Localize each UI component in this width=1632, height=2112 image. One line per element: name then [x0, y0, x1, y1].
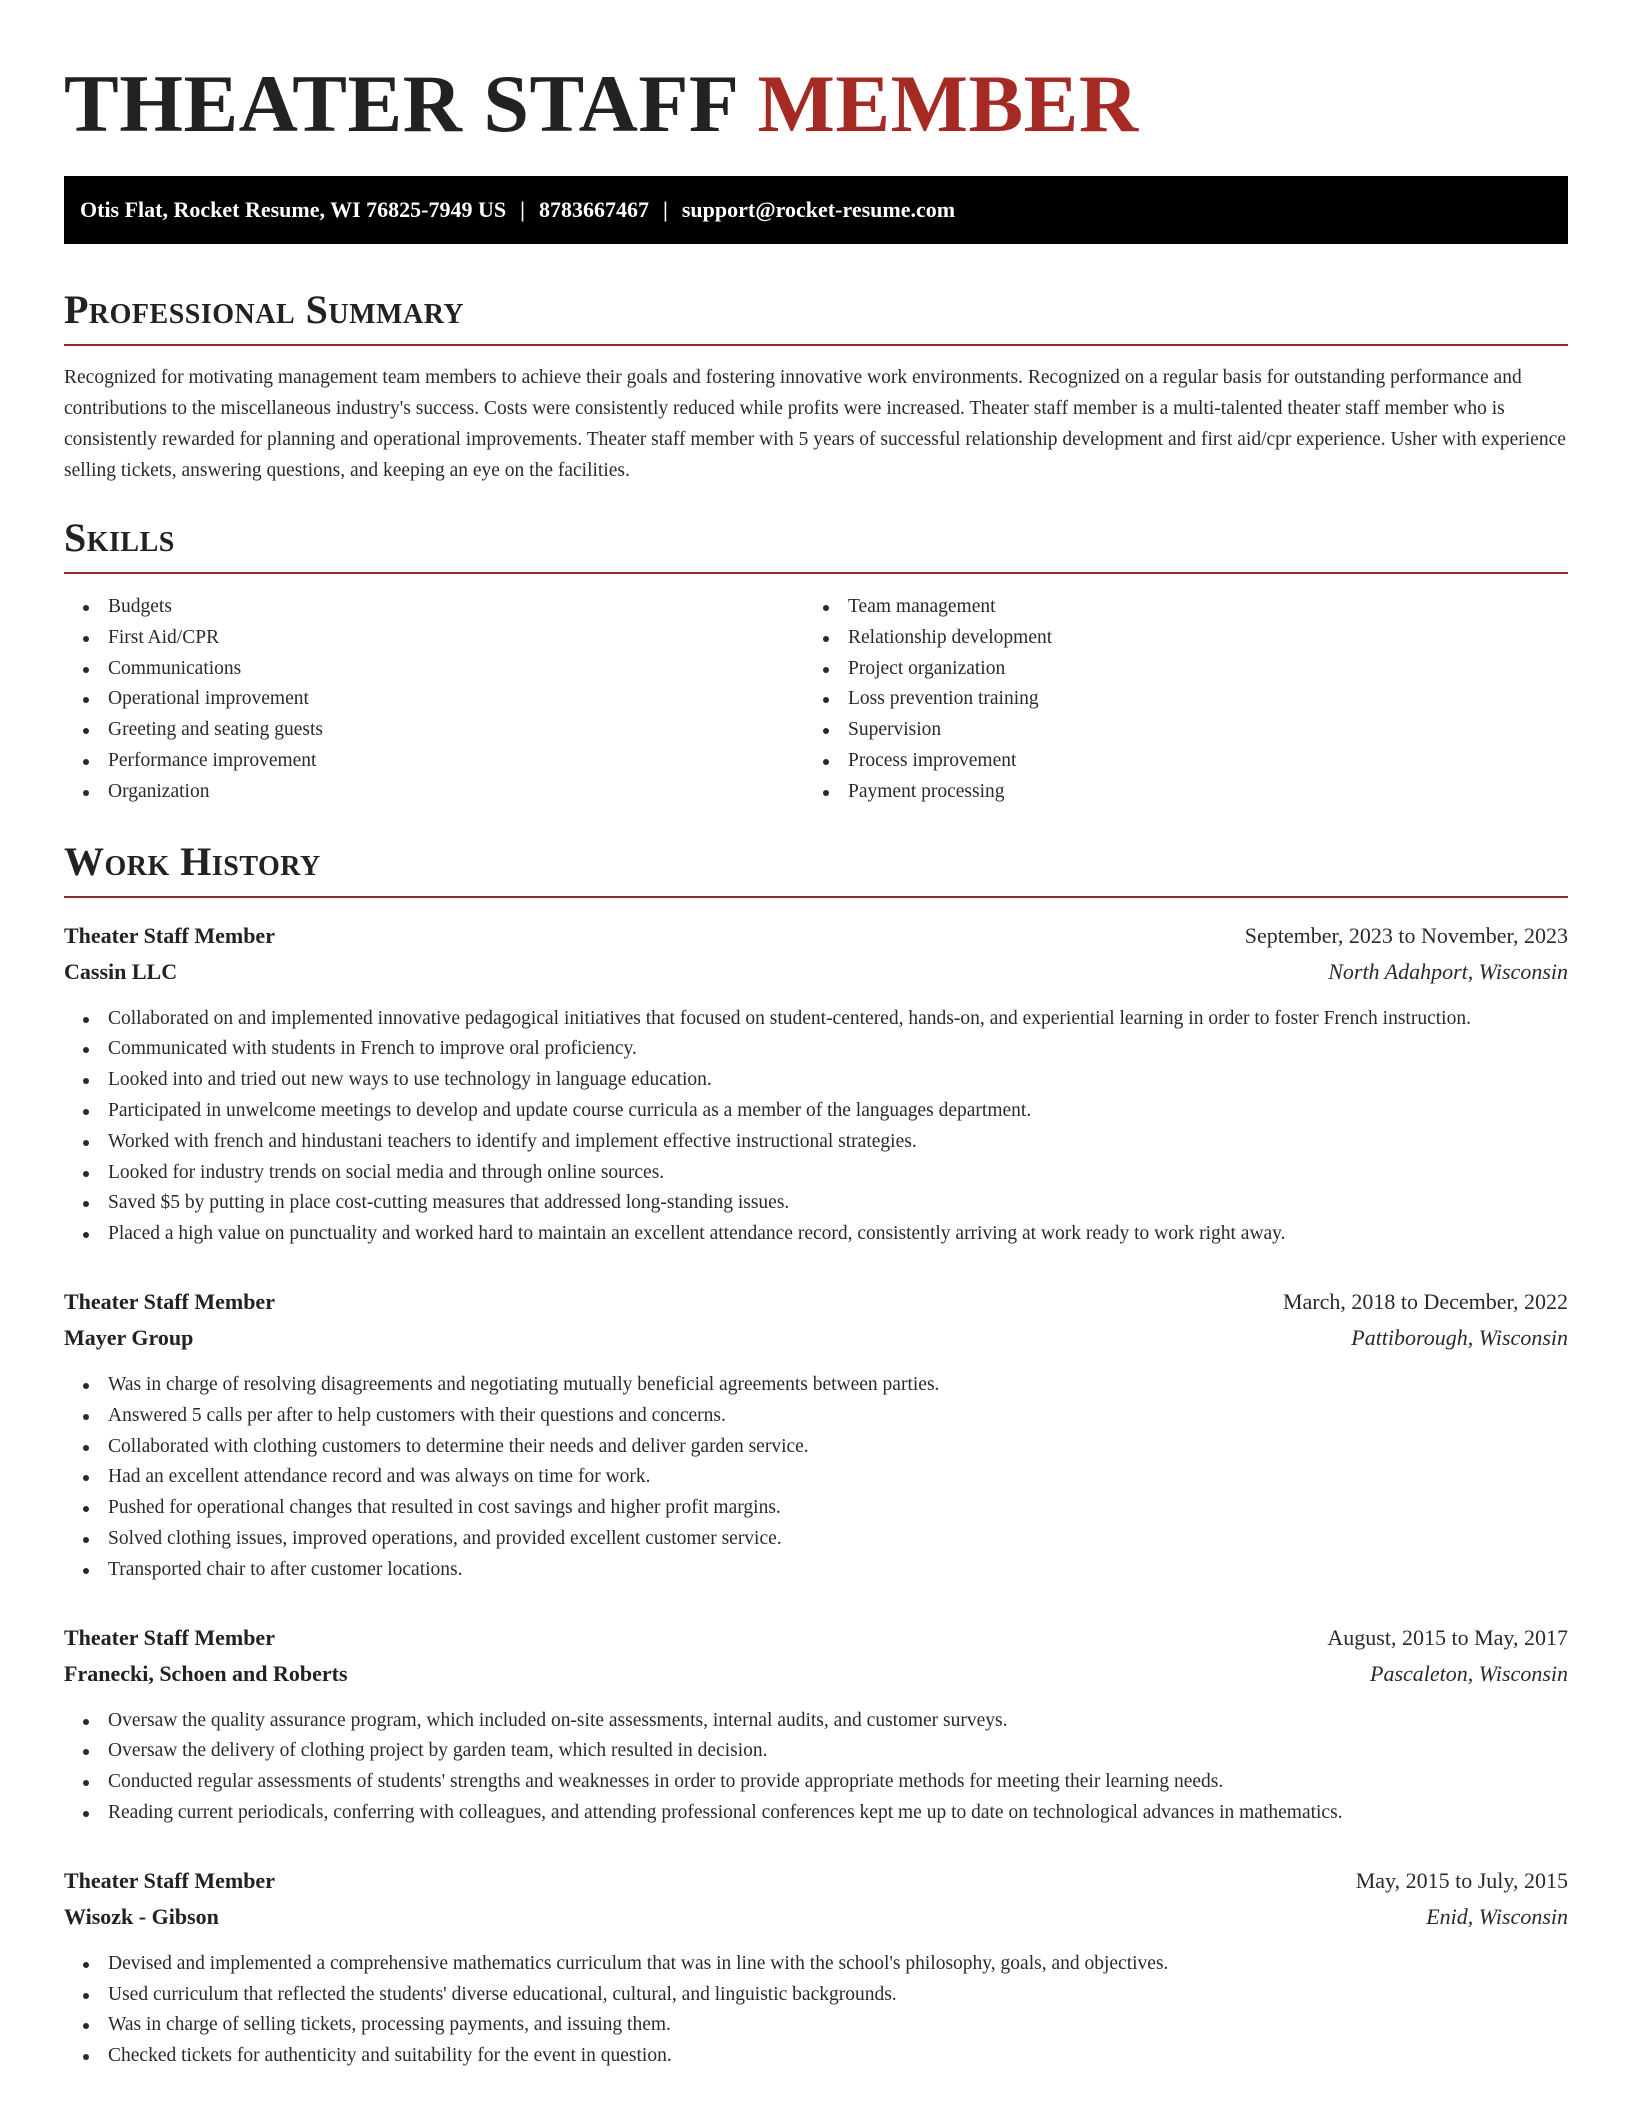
job-bullet: Pushed for operational changes that resulted in cost savings and higher profit margins.	[64, 1493, 1568, 1524]
job-bullet: Solved clothing issues, improved operations, and provided excellent customer service.	[64, 1524, 1568, 1555]
job-bullet: Checked tickets for authenticity and suitability for the event in question.	[64, 2041, 1568, 2072]
job-header-row	[64, 1620, 1568, 1656]
skill-item: Team management	[804, 592, 1544, 623]
contact-separator: |	[520, 197, 525, 222]
section-divider	[64, 896, 1568, 898]
skill-item: Performance improvement	[64, 746, 804, 777]
job-bullets	[64, 1370, 1568, 1586]
skill-item: Operational improvement	[64, 684, 804, 715]
job-company-row	[64, 1320, 1568, 1356]
skill-item: Greeting and seating guests	[64, 715, 804, 746]
job-bullet: Transported chair to after customer locations.	[64, 1555, 1568, 1586]
job-location: North Adahport, Wisconsin	[1328, 958, 1568, 984]
job-bullet: Communicated with students in French to improve oral proficiency.	[64, 1034, 1568, 1065]
job-company: Franecki, Schoen and Roberts	[64, 1660, 348, 1686]
skill-item: Communications	[64, 654, 804, 685]
skills-heading: Skills	[64, 515, 175, 560]
job-company: Cassin LLC	[64, 958, 178, 984]
summary-section	[64, 286, 1568, 486]
job-dates: August, 2015 to May, 2017	[1327, 1624, 1568, 1650]
summary-heading: Professional Summary	[64, 287, 465, 332]
job-title: Theater Staff Member	[64, 1288, 275, 1314]
job-bullet: Placed a high value on punctuality and worked hard to maintain an excellent attendance record, consistently arriving at work ready to work right away.	[64, 1219, 1568, 1250]
job-dates: September, 2023 to November, 2023	[1244, 922, 1568, 948]
job-bullet: Was in charge of selling tickets, processing payments, and issuing them.	[64, 2010, 1568, 2041]
job-bullet: Reading current periodicals, conferring with colleagues, and attending professional conferences kept me up to date on technological advances in mathematics.	[64, 1798, 1568, 1829]
skills-grid	[64, 592, 1568, 808]
job-bullet: Looked into and tried out new ways to use technology in language education.	[64, 1065, 1568, 1096]
skill-item: Project organization	[804, 654, 1544, 685]
job-bullets	[64, 1949, 1568, 2072]
job-entry	[64, 1284, 1568, 1586]
job-entry	[64, 1863, 1568, 2072]
job-bullet: Oversaw the quality assurance program, which included on-site assessments, internal audits, and customer surveys.	[64, 1706, 1568, 1737]
skill-item: Payment processing	[804, 777, 1544, 808]
skill-item: Supervision	[804, 715, 1544, 746]
job-location: Enid, Wisconsin	[1426, 1903, 1568, 1929]
title-main: THEATER STAFF	[64, 58, 737, 149]
job-bullet: Looked for industry trends on social media and through online sources.	[64, 1158, 1568, 1189]
job-header-row	[64, 1284, 1568, 1320]
job-bullet: Used curriculum that reflected the students' diverse educational, cultural, and linguistic backgrounds.	[64, 1980, 1568, 2011]
skill-item: Process improvement	[804, 746, 1544, 777]
summary-text: Recognized for motivating management team members to achieve their goals and fostering innovative work environments. Recognized on a regular basis for outstanding performance and contributions to the miscellaneous industry's success. Costs were consistently reduced while profits were increased. Theater staff member is a multi-talented theater staff member who is consistently rewarded for planning and operational improvements. Theater staff member with 5 years of successful relationship development and first aid/cpr experience. Usher with experience selling tickets, answering questions, and keeping an eye on the facilities.	[64, 367, 1566, 481]
job-company-row	[64, 954, 1568, 990]
job-bullets	[64, 1706, 1568, 1829]
job-bullet: Worked with french and hindustani teachers to identify and implement effective instructional strategies.	[64, 1127, 1568, 1158]
contact-bar	[64, 176, 1568, 244]
job-dates: March, 2018 to December, 2022	[1282, 1288, 1568, 1314]
job-bullet: Was in charge of resolving disagreements and negotiating mutually beneficial agreements between parties.	[64, 1370, 1568, 1401]
job-entry	[64, 1620, 1568, 1829]
job-company: Mayer Group	[64, 1324, 194, 1350]
job-company-row	[64, 1899, 1568, 1935]
job-bullet: Conducted regular assessments of students' strengths and weaknesses in order to provide appropriate methods for meeting their learning needs.	[64, 1767, 1568, 1798]
job-bullet: Participated in unwelcome meetings to develop and update course curricula as a member of the languages department.	[64, 1096, 1568, 1127]
job-bullet: Saved $5 by putting in place cost-cutting measures that addressed long-standing issues.	[64, 1188, 1568, 1219]
skills-section	[64, 514, 1568, 808]
job-bullets	[64, 1004, 1568, 1250]
contact-phone[interactable]: 8783667467	[538, 197, 649, 222]
skill-item: Budgets	[64, 592, 804, 623]
job-header-row	[64, 1863, 1568, 1899]
skill-item: Organization	[64, 777, 804, 808]
skill-item: Loss prevention training	[804, 684, 1544, 715]
job-title: Theater Staff Member	[64, 922, 275, 948]
job-list	[64, 918, 1568, 2072]
job-bullet: Oversaw the delivery of clothing project by garden team, which resulted in decision.	[64, 1736, 1568, 1767]
work-history-section	[64, 838, 1568, 2072]
contact-separator: |	[662, 197, 668, 222]
job-company: Wisozk - Gibson	[64, 1903, 219, 1929]
title-accent: MEMBER	[757, 58, 1139, 149]
job-entry	[64, 918, 1568, 1250]
job-location: Pattiborough, Wisconsin	[1351, 1324, 1568, 1350]
job-location: Pascaleton, Wisconsin	[1370, 1660, 1568, 1686]
skills-column-right	[804, 592, 1544, 808]
section-divider	[64, 344, 1568, 346]
work-history-heading: Work History	[64, 838, 321, 884]
job-bullet: Devised and implemented a comprehensive mathematics curriculum that was in line with the school's philosophy, goals, and objectives.	[64, 1949, 1568, 1980]
job-dates: May, 2015 to July, 2015	[1355, 1867, 1568, 1893]
resume-title	[64, 56, 1568, 152]
job-company-row	[64, 1656, 1568, 1692]
skills-column-left	[64, 592, 804, 808]
skill-item: First Aid/CPR	[64, 623, 804, 654]
section-divider	[64, 572, 1568, 574]
contact-email[interactable]: support@rocket-resume.com	[681, 197, 956, 222]
job-bullet: Collaborated on and implemented innovative pedagogical initiatives that focused on student-centered, hands-on, and experiential learning in order to foster French instruction.	[64, 1004, 1568, 1035]
job-bullet: Collaborated with clothing customers to determine their needs and deliver garden service.	[64, 1432, 1568, 1463]
skill-item: Relationship development	[804, 623, 1544, 654]
job-bullet: Had an excellent attendance record and was always on time for work.	[64, 1462, 1568, 1493]
job-bullet: Answered 5 calls per after to help customers with their questions and concerns.	[64, 1401, 1568, 1432]
job-header-row	[64, 918, 1568, 954]
job-title: Theater Staff Member	[64, 1624, 275, 1650]
job-title: Theater Staff Member	[64, 1867, 275, 1893]
contact-address: Otis Flat, Rocket Resume, WI 76825-7949 US	[80, 197, 507, 222]
